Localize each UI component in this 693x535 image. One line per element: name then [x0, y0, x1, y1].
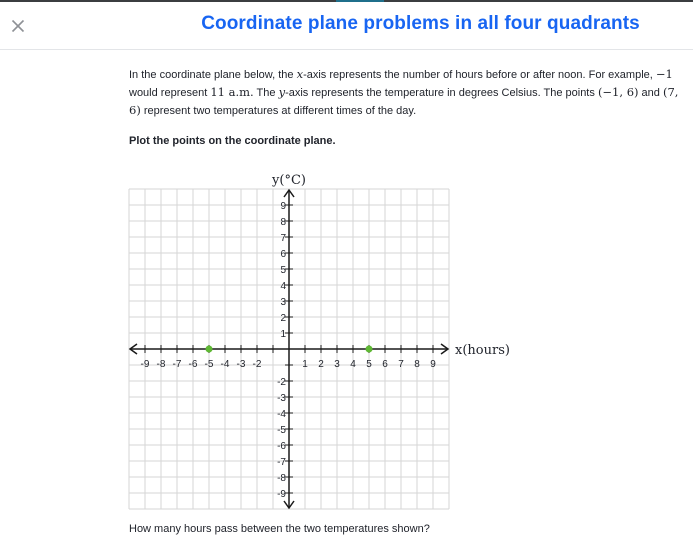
coordinate-plane[interactable] — [120, 163, 520, 515]
y-tick-label: 3 — [280, 297, 286, 308]
y-tick-label: 8 — [280, 217, 286, 228]
exercise-header — [0, 2, 693, 50]
x-tick-label: -5 — [204, 359, 214, 370]
text-segment: The — [253, 87, 279, 99]
math-eleven-am: 11 a.m. — [210, 85, 254, 99]
x-tick-label: 9 — [430, 359, 436, 370]
text-segment: represent two temperatures at different times of the day. — [140, 105, 417, 117]
x-tick-label: 3 — [334, 359, 340, 370]
y-tick-label: -8 — [277, 473, 286, 484]
next-question-text: How many hours pass between the two temperatures shown? — [129, 523, 430, 535]
math-x: x — [296, 67, 304, 81]
y-tick-label: -2 — [277, 377, 286, 388]
x-tick-label: -9 — [140, 359, 150, 370]
y-tick-label: 6 — [280, 249, 286, 260]
y-axis-label: y(°C) — [272, 173, 306, 188]
text-segment: In the coordinate plane below, the — [129, 69, 297, 81]
y-tick-label: -7 — [277, 457, 286, 468]
text-segment: -axis represents the number of hours before or after noon. For example, — [303, 69, 656, 81]
x-tick-label: 2 — [318, 359, 324, 370]
problem-statement — [129, 66, 679, 120]
plot-point — [366, 346, 373, 353]
y-tick-label: 9 — [280, 201, 286, 212]
plot-point — [206, 346, 213, 353]
math-point-2: (7, 6) — [129, 85, 679, 117]
close-icon — [11, 19, 25, 33]
text-segment: and — [638, 87, 663, 99]
y-tick-label: -3 — [277, 393, 286, 404]
y-tick-label: 5 — [280, 265, 286, 276]
x-tick-label: -7 — [172, 359, 182, 370]
y-tick-label: 2 — [280, 313, 286, 324]
exercise-title: Coordinate plane problems in all four quadrants — [201, 13, 640, 34]
y-tick-label: 7 — [280, 233, 286, 244]
problem-paragraph — [129, 66, 679, 120]
x-tick-label: -8 — [156, 359, 166, 370]
y-tick-label: -4 — [277, 409, 286, 420]
x-tick-label: -3 — [236, 359, 246, 370]
y-tick-label: -9 — [277, 489, 286, 500]
math-neg-one: −1 — [655, 67, 673, 81]
instruction-text: Plot the points on the coordinate plane. — [129, 135, 336, 147]
x-tick-label: 8 — [414, 359, 420, 370]
x-tick-label: -2 — [252, 359, 262, 370]
x-tick-label: 7 — [398, 359, 404, 370]
x-tick-label: 4 — [350, 359, 356, 370]
y-tick-label: -6 — [277, 441, 286, 452]
x-axis-label: x(hours) — [455, 343, 510, 358]
y-tick-label: -5 — [277, 425, 286, 436]
x-tick-label: -6 — [188, 359, 198, 370]
text-segment: would represent — [129, 87, 211, 99]
x-tick-label: 1 — [302, 359, 308, 370]
math-point-1: (−1, 6) — [597, 85, 639, 99]
x-tick-label: 5 — [366, 359, 372, 370]
x-tick-label: -4 — [220, 359, 230, 370]
close-button[interactable] — [6, 14, 30, 38]
y-tick-label: 4 — [280, 281, 286, 292]
y-tick-label: 1 — [280, 329, 286, 340]
math-y: y — [278, 85, 286, 99]
text-segment: -axis represents the temperature in degrees Celsius. The points — [285, 87, 598, 99]
x-tick-label: 6 — [382, 359, 388, 370]
